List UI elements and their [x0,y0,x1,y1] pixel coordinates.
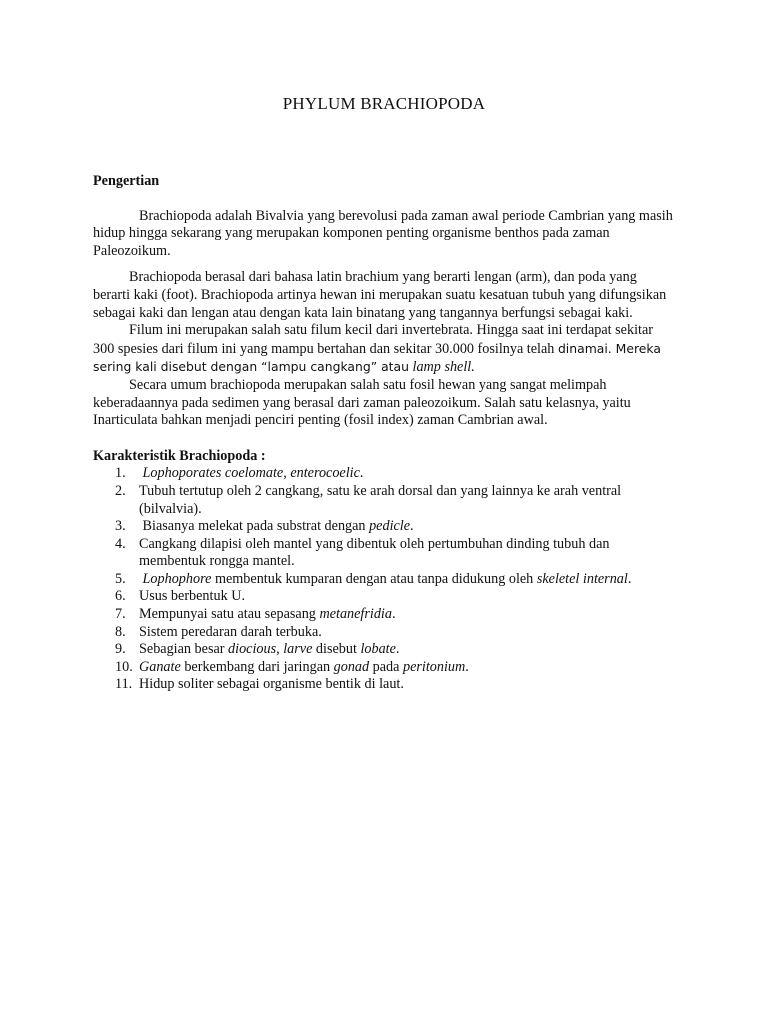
list-item-italic: peritonium [403,658,466,675]
list-item [93,588,673,606]
list-item-text: berkembang dari jaringan [180,658,334,675]
characteristics-list [93,465,673,694]
paragraph-3-italic-text: lamp shell. [412,359,475,376]
list-item-text: Tubuh tertutup oleh 2 cangkang, satu ke arah dorsal dan yang lainnya ke arah ventral (bilvalvia). [139,482,622,517]
list-item-italic: diocious [228,641,277,658]
section-heading-pengertian: Pengertian [93,173,160,189]
list-item-number: 1. [115,465,126,482]
paragraph-1: Brachiopoda adalah Bivalvia yang berevolusi pada zaman awal periode Cambrian yang masih hidup hingga sekarang yang merupakan komponen penting organisme benthos pada zaman Paleozoikum. [93,207,673,259]
list-item [93,641,673,659]
list-item-text: Sistem peredaran darah terbuka. [139,623,322,640]
list-item-text: membentuk kumparan dengan atau tanpa didukung oleh [211,570,537,587]
list-item-italic: larve [283,641,313,658]
list-item-text: . [395,641,400,658]
list-item [93,483,673,518]
list-item-italic: pedicle [369,518,411,535]
list-item-text: . [359,465,364,482]
list-item [93,571,673,589]
list-item-text: pada [369,658,403,675]
list-item-italic: Ganate [139,658,181,675]
list-item-number: 3. [115,518,126,535]
list-item-text: Usus berbentuk U. [139,588,245,605]
list-item-text: Biasanya melekat pada substrat dengan [142,518,370,535]
list-item-text: . [410,518,414,535]
list-item-italic: Lophoporates coelomate, enterocoelic [142,465,360,482]
list-item-number: 2. [115,482,126,499]
list-item [93,659,673,677]
paragraph-2: Brachiopoda berasal dari bahasa latin brachium yang berarti lengan (arm), dan poda yang berarti kaki (foot). Brachiopoda artinya hewan ini merupakan suatu kesatuan tubuh yang difungsikan sebagai kaki dan lengan atau dengan kata lain binatang yang tangannya berfungsi sebagai kaki. [93,269,667,321]
list-item-italic: gonad [333,658,370,675]
document-body [93,173,673,694]
list-item-text: , [276,641,284,658]
section-heading-karakteristik: Karakteristik Brachiopoda : [93,447,266,464]
list-item [93,606,673,624]
document-title: PHYLUM BRACHIOPODA [282,94,486,113]
list-item-italic: skeletel internal [536,570,628,587]
list-item-text: . [627,570,632,587]
list-item-number: 11. [115,676,133,693]
list-item [93,465,673,483]
list-item [93,518,673,536]
paragraph-3 [93,322,673,377]
list-item-number: 4. [115,535,126,552]
paragraph-3-sans-text: dinamai. Mereka sering kali disebut dengan “lampu cangkang” atau [93,340,661,375]
list-item-number: 8. [115,623,126,640]
list-item-text: Mempunyai satu atau sepasang [139,606,320,623]
list-item [93,536,673,571]
list-item-number: 6. [115,588,126,605]
list-item-number: 5. [115,570,126,587]
list-item-italic: lobate [360,641,396,658]
list-item-number: 7. [115,606,126,623]
list-item [93,624,673,642]
paragraph-4: Secara umum brachiopoda merupakan salah satu fosil hewan yang sangat melimpah keberadaannya pada sedimen yang berasal dari zaman paleozoikum. Salah satu kelasnya, yaitu Inarticulata bahkan menjadi penciri penting (fosil index) zaman Cambrian awal. [93,376,631,429]
list-item-text: Sebagian besar [139,641,229,658]
list-item-number: 10. [115,658,133,675]
list-item-text: Cangkang dilapisi oleh mantel yang dibentuk oleh pertumbuhan dinding tubuh dan membentuk rongga mantel. [139,535,610,570]
paragraph-3-text: Filum ini merupakan salah satu filum kecil dari invertebrata. Hingga saat ini terdapat sekitar 300 spesies dari filum ini yang mampu bertahan dan sekitar 30.000 fosilnya telah [93,322,653,357]
list-item-italic: Lophophore [142,570,212,587]
list-item [93,676,673,694]
list-item-number: 9. [115,641,126,658]
list-item-text: Hidup soliter sebagai organisme bentik di laut. [139,676,404,693]
list-item-text: . [465,658,469,675]
list-item-italic: metanefridia [319,606,392,623]
list-item-text: . [391,606,396,623]
list-item-text: disebut [312,641,361,658]
